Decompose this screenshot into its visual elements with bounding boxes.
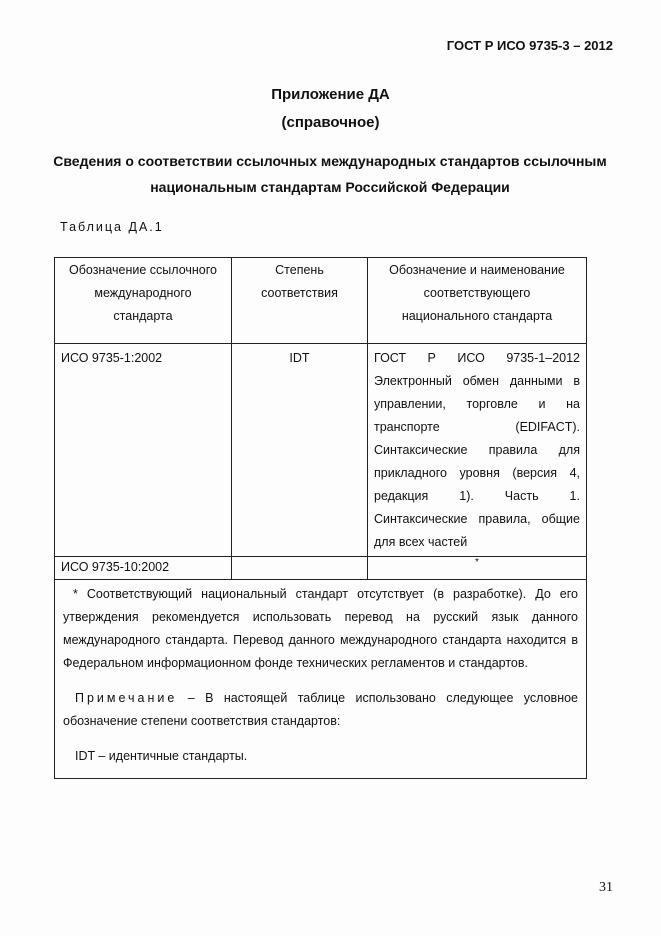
cell-national-standard: * [368, 557, 587, 580]
idt-definition: IDT – идентичные стандарты. [75, 749, 248, 763]
cell-degree [232, 557, 368, 580]
document-code: ГОСТ Р ИСО 9735-3 – 2012 [446, 38, 613, 53]
header-intl-standard: Обозначение ссылочного международного стандарта [55, 258, 232, 344]
header-national-standard: Обозначение и наименование соответствующего национального стандарта [368, 258, 587, 344]
table-footnote-row [55, 580, 587, 779]
heading-line-2: национальным стандартам Российской Федерации [150, 179, 510, 195]
note-label: Примечание [75, 691, 178, 705]
page-number: 31 [599, 880, 613, 895]
footnote-text: * Соответствующий национальный стандарт отсутствует (в разработке). До его утверждения рекомендуется использовать перевод на русский язык данного международного стандарта. Перевод данного международного стандарта находится в Федеральном информационном фонде технических регламентов и стандартов. [63, 587, 578, 670]
appendix-subtitle: (справочное) [281, 114, 380, 131]
table-row [55, 344, 587, 557]
table-label: Таблица ДА.1 [60, 220, 164, 234]
cell-intl-standard: ИСО 9735-10:2002 [55, 557, 232, 580]
cell-degree: IDT [232, 344, 368, 557]
cell-national-standard: ГОСТ Р ИСО 9735-1–2012 Электронный обмен данными в управлении, торговле и на транспорте (EDIFACT). Синтаксические правила для прикладного уровня (версия 4, редакция 1). Часть 1. Синтаксические правила, общие для всех частей [368, 344, 587, 557]
table-footnote [55, 580, 587, 779]
cell-intl-standard: ИСО 9735-1:2002 [55, 344, 232, 557]
section-heading [30, 148, 630, 200]
heading-line-1: Сведения о соответствии ссылочных международных стандартов ссылочным [53, 153, 607, 169]
note-text: – В настоящей таблице использовано следующее условное обозначение степени соответствия стандартов: [63, 691, 578, 728]
correspondence-table [54, 257, 587, 779]
header-degree: Степень соответствия [232, 258, 368, 344]
note-paragraph [63, 687, 578, 733]
table-header-row [55, 258, 587, 344]
table-row [55, 557, 587, 580]
appendix-title: Приложение ДА [271, 86, 390, 103]
